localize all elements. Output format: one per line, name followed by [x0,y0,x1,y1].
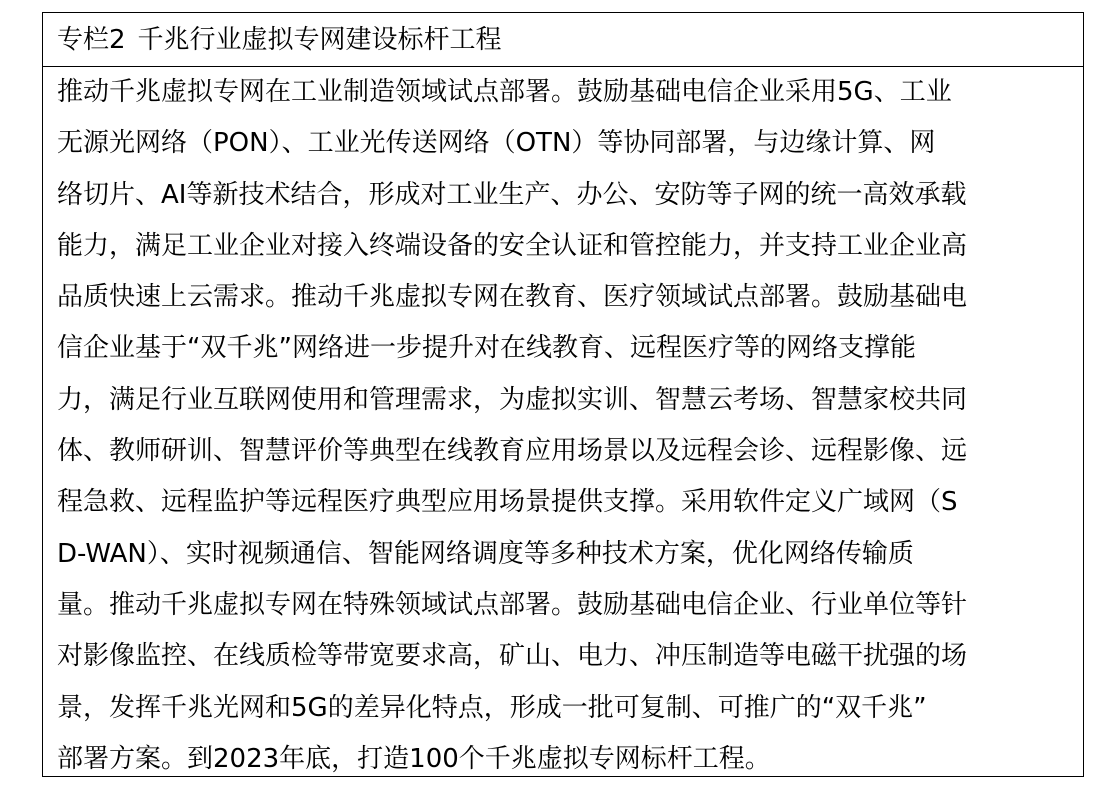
column-box [42,12,1084,777]
body-line-9: 程急救、远程监护等远程医疗典型应用场景提供支撑。采用软件定义广域网（S [57,487,958,518]
column-title [57,24,502,55]
column-header [43,13,1083,67]
body-line-7: 力，满足行业互联网使用和管理需求，为虚拟实训、智慧云考场、智慧家校共同 [57,384,968,415]
body-line-14: 部署方案。到2023年底，打造100个千兆虚拟专网标杆工程。 [57,743,771,774]
body-line-10: D-WAN）、实时视频通信、智能网络调度等多种技术方案，优化网络传输质 [57,538,914,569]
body-line-1: 推动千兆虚拟专网在工业制造领域试点部署。鼓励基础电信企业采用5G、工业 [57,77,952,107]
body-line-11: 量。推动千兆虚拟专网在特殊领域试点部署。鼓励基础电信企业、行业单位等针 [57,589,968,620]
body-line-4: 能力，满足工业企业对接入终端设备的安全认证和管控能力，并支持工业企业高 [57,230,968,261]
body-line-12: 对影像监控、在线质检等带宽要求高，矿山、电力、冲压制造等电磁干扰强的场 [57,641,968,672]
body-line-2: 无源光网络（PON）、工业光传送网络（OTN）等协同部署，与边缘计算、网 [57,128,936,159]
body-line-3: 络切片、AI等新技术结合，形成对工业生产、办公、安防等子网的统一高效承载 [57,179,967,210]
column-body [57,67,1069,785]
column-title-text: 千兆行业虚拟专网建设标杆工程 [137,24,502,55]
body-line-13: 景，发挥千兆光网和5G的差异化特点，形成一批可复制、可推广的“双千兆” [57,692,927,723]
body-line-8: 体、教师研训、智慧评价等典型在线教育应用场景以及远程会诊、远程影像、远 [57,436,968,467]
column-number: 专栏2 [57,24,126,55]
body-line-6: 信企业基于“双千兆”网络进一步提升对在线教育、远程医疗等的网络支撑能 [57,333,916,364]
body-line-5: 品质快速上云需求。推动千兆虚拟专网在教育、医疗领域试点部署。鼓励基础电 [57,282,968,313]
